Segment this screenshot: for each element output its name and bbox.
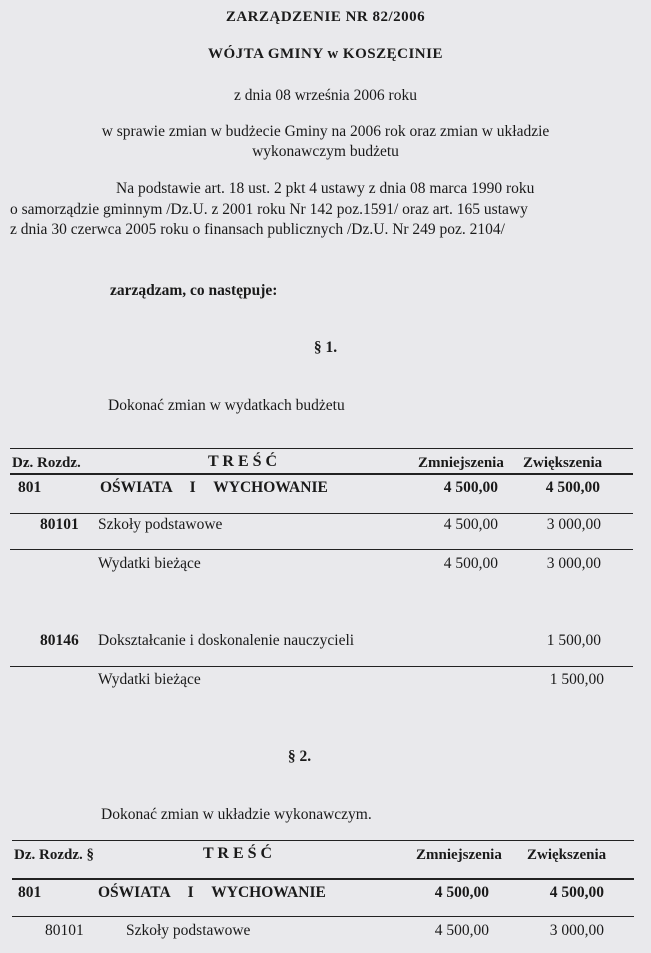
row-divider (10, 666, 633, 667)
order-clause: zarządzam, co następuje: (110, 282, 278, 299)
row-code: 801 (18, 479, 42, 496)
row-minus: 4 500,00 (443, 516, 498, 533)
row-code: 80146 (40, 632, 79, 649)
row-name: Wydatki bieżące (98, 671, 201, 688)
legal-basis-line-3: z dnia 30 czerwca 2005 roku o finansach publicznych /Dz.U. Nr 249 poz. 2104/ (10, 221, 505, 238)
section-2-intro: Dokonać zmian w układzie wykonawczym. (101, 806, 372, 823)
row-plus: 3 000,00 (549, 922, 604, 939)
table-2-header-zmniejszenia: Zmniejszenia (416, 847, 502, 863)
row-plus: 3 000,00 (546, 516, 601, 533)
table-1-header-zwiekszenia: Zwiększenia (523, 455, 603, 471)
row-code: 80101 (45, 922, 84, 939)
document-date: z dnia 08 września 2006 roku (234, 87, 417, 104)
table-1-header-zmniejszenia: Zmniejszenia (418, 455, 504, 471)
section-2-mark: § 2. (287, 748, 312, 765)
table-1-header-tresc: T R E Ś Ć (208, 453, 278, 470)
row-plus: 4 500,00 (545, 479, 600, 496)
table-1-header-dz-rozdz: Dz. Rozdz. (12, 455, 81, 471)
row-name: Szkoły podstawowe (98, 516, 223, 533)
document-title: ZARZĄDZENIE NR 82/2006 (225, 9, 426, 25)
row-name: Wydatki bieżące (98, 555, 201, 572)
table-1-top-rule (10, 448, 633, 449)
row-name: Dokształcanie i doskonalenie nauczycieli (98, 632, 355, 649)
row-minus: 4 500,00 (434, 922, 489, 939)
row-name: OŚWIATA I WYCHOWANIE (100, 479, 328, 496)
row-minus: 4 500,00 (443, 479, 498, 496)
row-minus: 4 500,00 (434, 884, 489, 901)
subject-line-1: w sprawie zmian w budżecie Gminy na 2006 rok oraz zmian w układzie (101, 123, 550, 140)
legal-basis-line-2: o samorządzie gminnym /Dz.U. z 2001 roku Nr 142 poz.1591/ oraz art. 165 ustawy (10, 201, 528, 218)
table-2-top-rule (12, 840, 634, 841)
table-2-header-tresc: T R E Ś Ć (203, 845, 273, 862)
row-minus: 4 500,00 (443, 555, 498, 572)
table-2-header-zwiekszenia: Zwiększenia (527, 847, 607, 863)
row-divider (10, 513, 633, 514)
section-1-intro: Dokonać zmian w wydatkach budżetu (108, 397, 345, 414)
row-plus: 3 000,00 (546, 555, 601, 572)
table-1-header-rule (10, 473, 633, 475)
row-plus: 1 500,00 (549, 671, 604, 688)
table-2-header-rule (12, 878, 634, 880)
row-code: 801 (18, 884, 42, 901)
row-divider (12, 916, 634, 917)
row-code: 80101 (40, 516, 79, 533)
row-name: OŚWIATA I WYCHOWANIE (98, 884, 326, 901)
row-divider (10, 549, 633, 550)
row-name: Szkoły podstawowe (126, 922, 251, 939)
document-subtitle: WÓJTA GMINY w KOSZĘCINIE (208, 46, 443, 62)
row-plus: 1 500,00 (546, 632, 601, 649)
subject-line-2: wykonawczym budżetu (252, 143, 399, 160)
table-2-header-dz-rozdz: Dz. Rozdz. § (14, 847, 94, 863)
section-1-mark: § 1. (313, 339, 338, 356)
legal-basis-line-1: Na podstawie art. 18 ust. 2 pkt 4 ustawy z dnia 08 marca 1990 roku (116, 180, 535, 197)
row-plus: 4 500,00 (549, 884, 604, 901)
